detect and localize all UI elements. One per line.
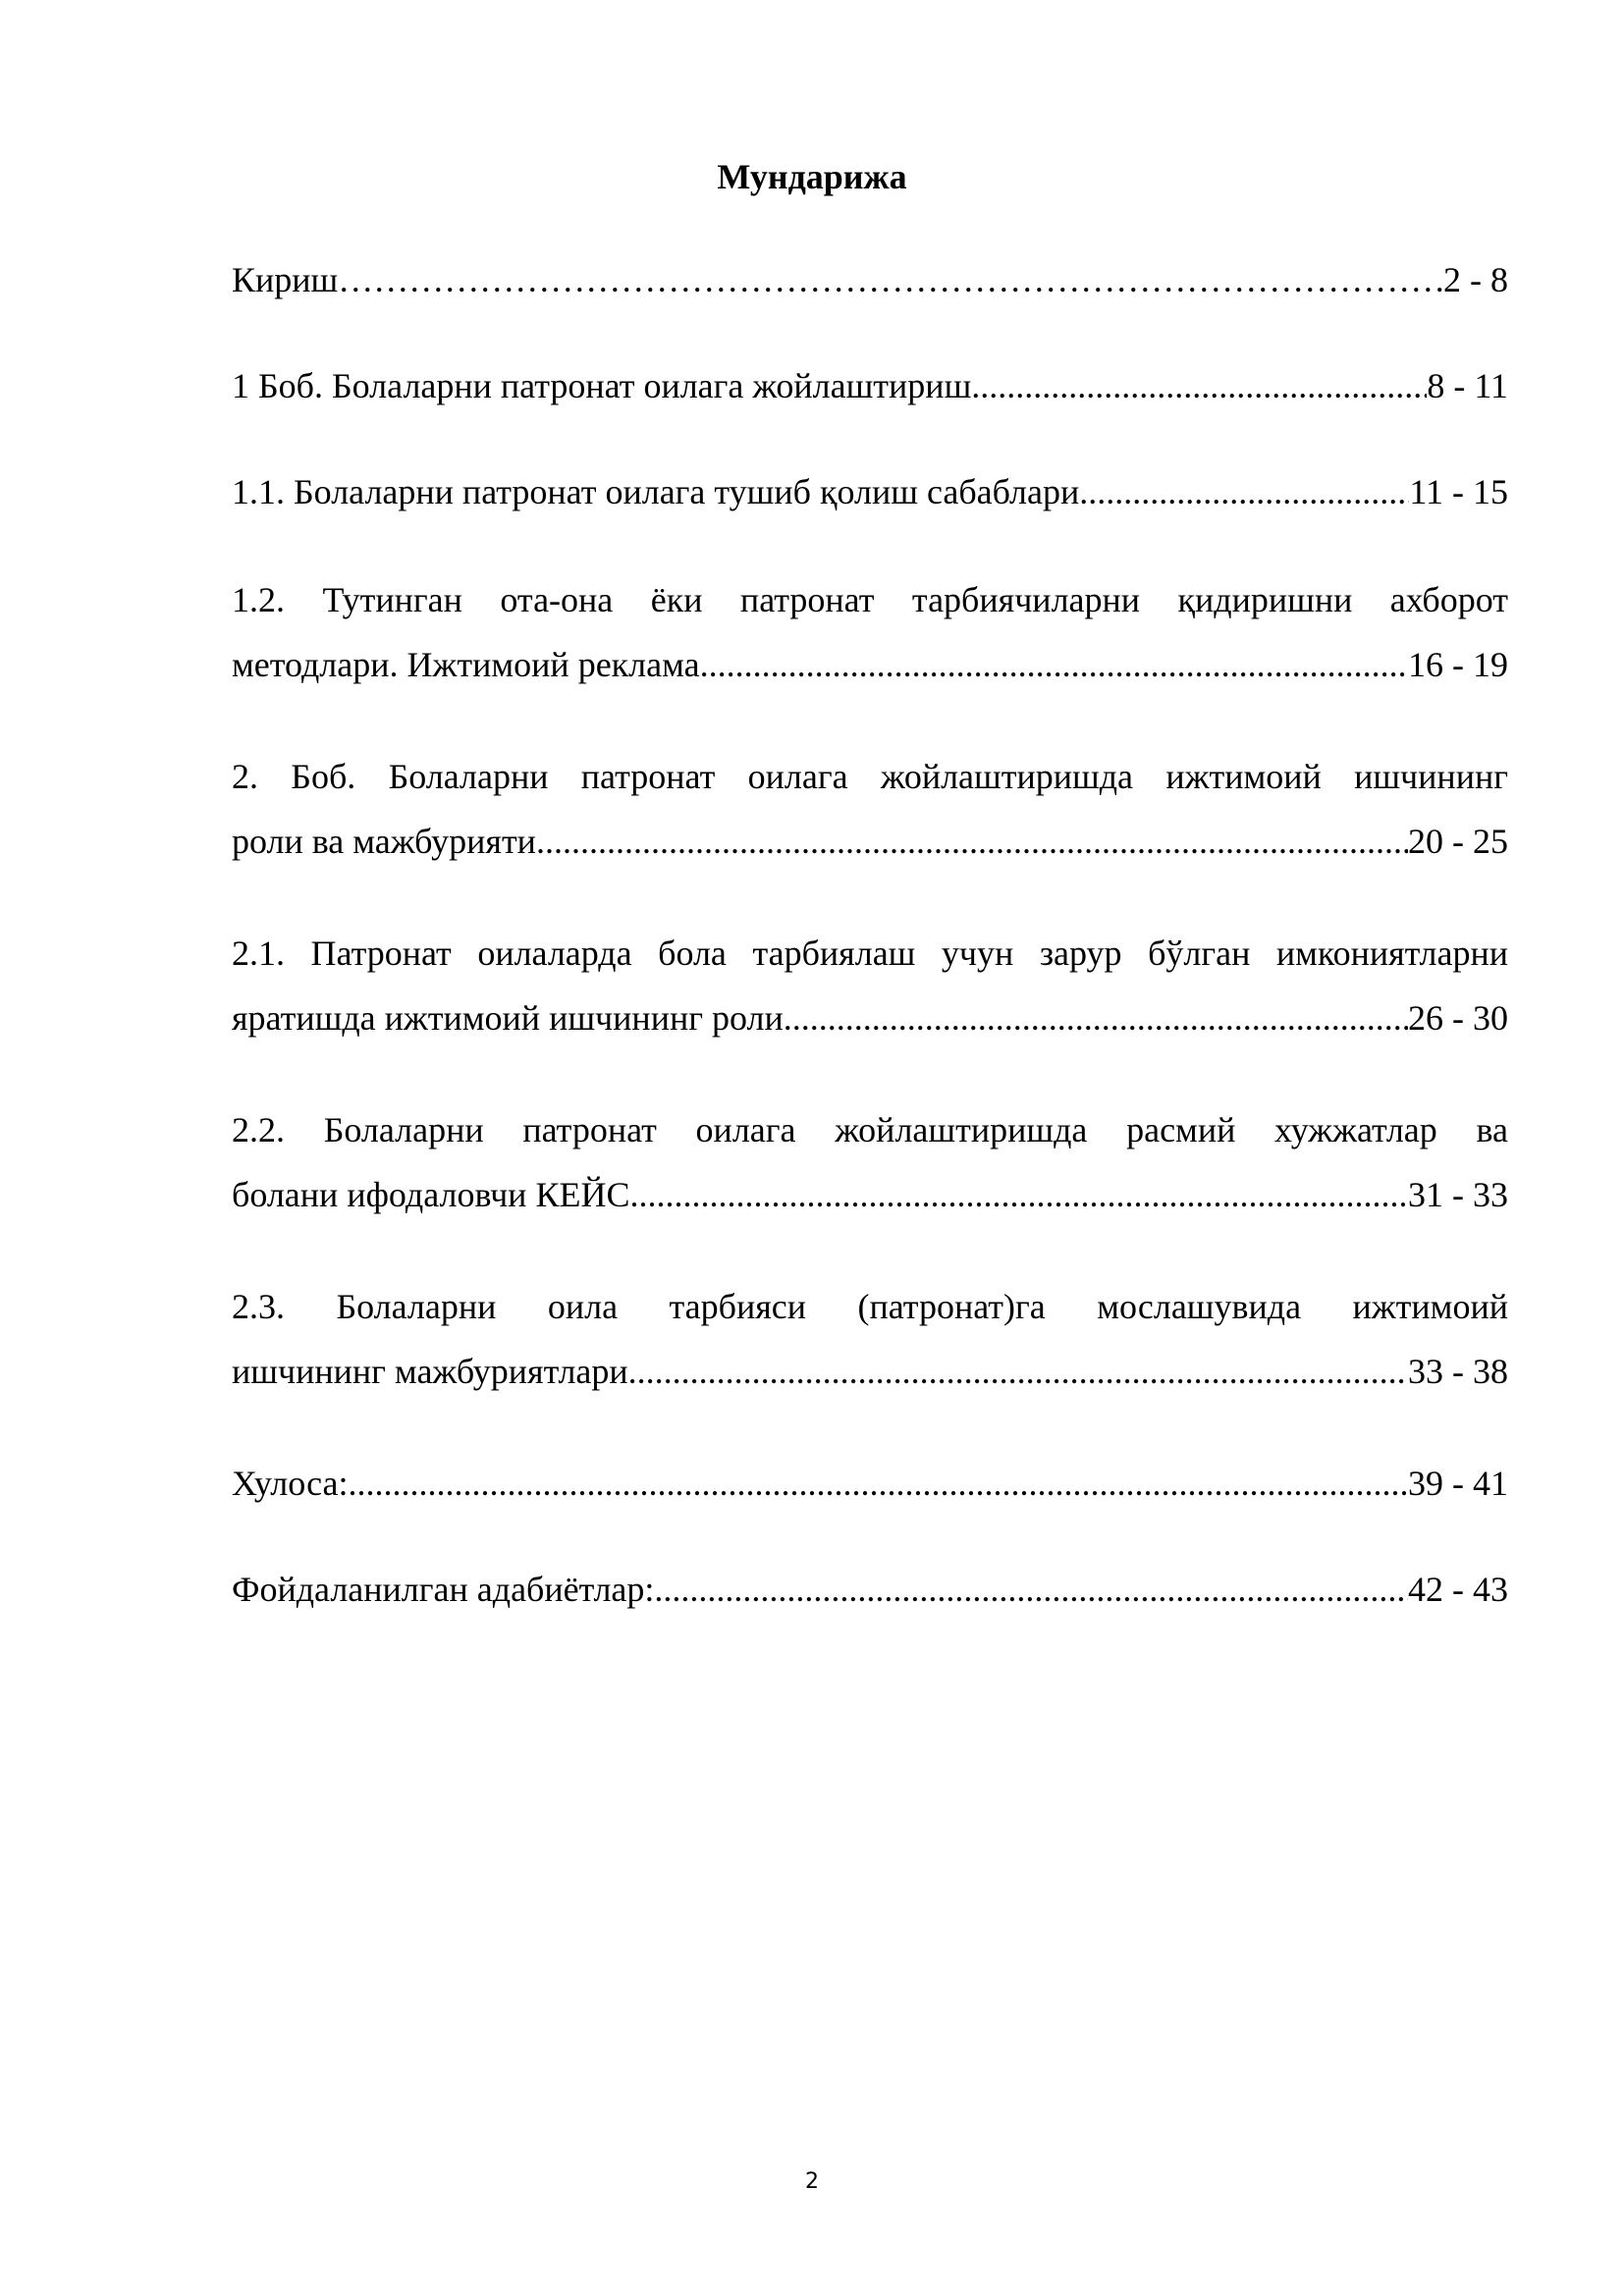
toc-entry-leader-line — [232, 459, 1508, 524]
toc-page-range: 8 - 11 — [1427, 366, 1508, 405]
toc-dot-leader — [654, 1557, 1408, 1622]
toc-entry[interactable] — [232, 459, 1508, 524]
toc-entry-title: яратишда ижтимоий ишчининг роли — [232, 998, 784, 1038]
toc-entry-leader-line — [232, 809, 1508, 874]
toc-dot-leader — [971, 353, 1427, 418]
toc-entry-title: Хулоса: — [232, 1464, 349, 1503]
toc-entry-line: 2. Боб. Болаларни патронат оилага жойлаштиришда ижтимоий ишчининг — [232, 757, 1508, 796]
toc-entry-line: 2.2. Болаларни патронат оилага жойлаштиришда расмий хужжатлар ва — [232, 1110, 1508, 1149]
toc-entry[interactable] — [232, 1557, 1508, 1622]
toc-entry-leader-line — [232, 1451, 1508, 1516]
toc-dot-leader — [1079, 459, 1409, 524]
toc-entry-title: 1.1. Болаларни патронат оилага тушиб қолиш сабаблари — [232, 472, 1080, 511]
toc-page-range: 39 - 41 — [1408, 1464, 1508, 1503]
toc-page-range: 26 - 30 — [1408, 998, 1508, 1038]
toc-entry-title: болани ифодаловчи КЕЙС — [232, 1175, 630, 1214]
toc-entry[interactable] — [232, 247, 1508, 312]
toc-entry-leader-line — [232, 1339, 1508, 1404]
toc-entry-leader-line — [232, 1557, 1508, 1622]
page-number: 2 — [805, 2169, 819, 2194]
toc-page-range: 16 - 19 — [1408, 645, 1508, 684]
toc-page-range: 31 - 33 — [1408, 1175, 1508, 1214]
toc-entry[interactable] — [232, 921, 1508, 1050]
toc-entry[interactable] — [232, 1451, 1508, 1516]
toc-page-range: 20 - 25 — [1408, 822, 1508, 861]
toc-dot-leader — [536, 809, 1408, 874]
toc-entry-title: 1 Боб. Болаларни патронат оилага жойлаштириш — [232, 366, 972, 405]
toc-entry[interactable] — [232, 744, 1508, 874]
toc-entry-leader-line — [232, 1162, 1508, 1227]
toc-dot-leader — [349, 1451, 1408, 1516]
toc-page-range: 33 - 38 — [1408, 1352, 1508, 1391]
toc-entry-line: 2.3. Болаларни оила тарбияси (патронат)га мослашувида ижтимоий — [232, 1287, 1508, 1326]
toc-entry-title: методлари. Ижтимоий реклама — [232, 645, 700, 684]
toc-page-range: 11 - 15 — [1409, 472, 1508, 511]
toc-entry-line: 2.1. Патронат оилаларда бола тарбиялаш учун зарур бўлган имкониятларни — [232, 934, 1508, 973]
page-title: Мундарижа — [717, 157, 907, 196]
toc-dot-leader — [628, 1339, 1408, 1404]
toc-dot-leader — [700, 632, 1408, 697]
toc-entry-title: ишчининг мажбуриятлари — [232, 1352, 628, 1391]
toc-dot-leader — [338, 247, 1443, 312]
toc-entry-leader-line — [232, 632, 1508, 697]
toc-dot-leader — [629, 1162, 1408, 1227]
toc-entry-title: Фойдаланилган адабиётлар: — [232, 1570, 655, 1609]
toc-entry[interactable] — [232, 1274, 1508, 1404]
toc-entry-title: Кириш — [232, 260, 339, 299]
toc-dot-leader — [784, 986, 1408, 1050]
toc-entry-title: роли ва мажбурияти — [232, 822, 536, 861]
toc-entry-leader-line — [232, 986, 1508, 1050]
toc-entry-leader-line — [232, 247, 1508, 312]
toc-entry[interactable] — [232, 567, 1508, 697]
toc-entry[interactable] — [232, 353, 1508, 418]
toc-entry-leader-line — [232, 353, 1508, 418]
toc-entry[interactable] — [232, 1097, 1508, 1227]
toc-page-range: 2 - 8 — [1443, 260, 1508, 299]
toc-entry-line: 1.2. Тутинган ота-она ёки патронат тарбиячиларни қидиришни ахборот — [232, 580, 1508, 619]
toc-page-range: 42 - 43 — [1408, 1570, 1508, 1609]
